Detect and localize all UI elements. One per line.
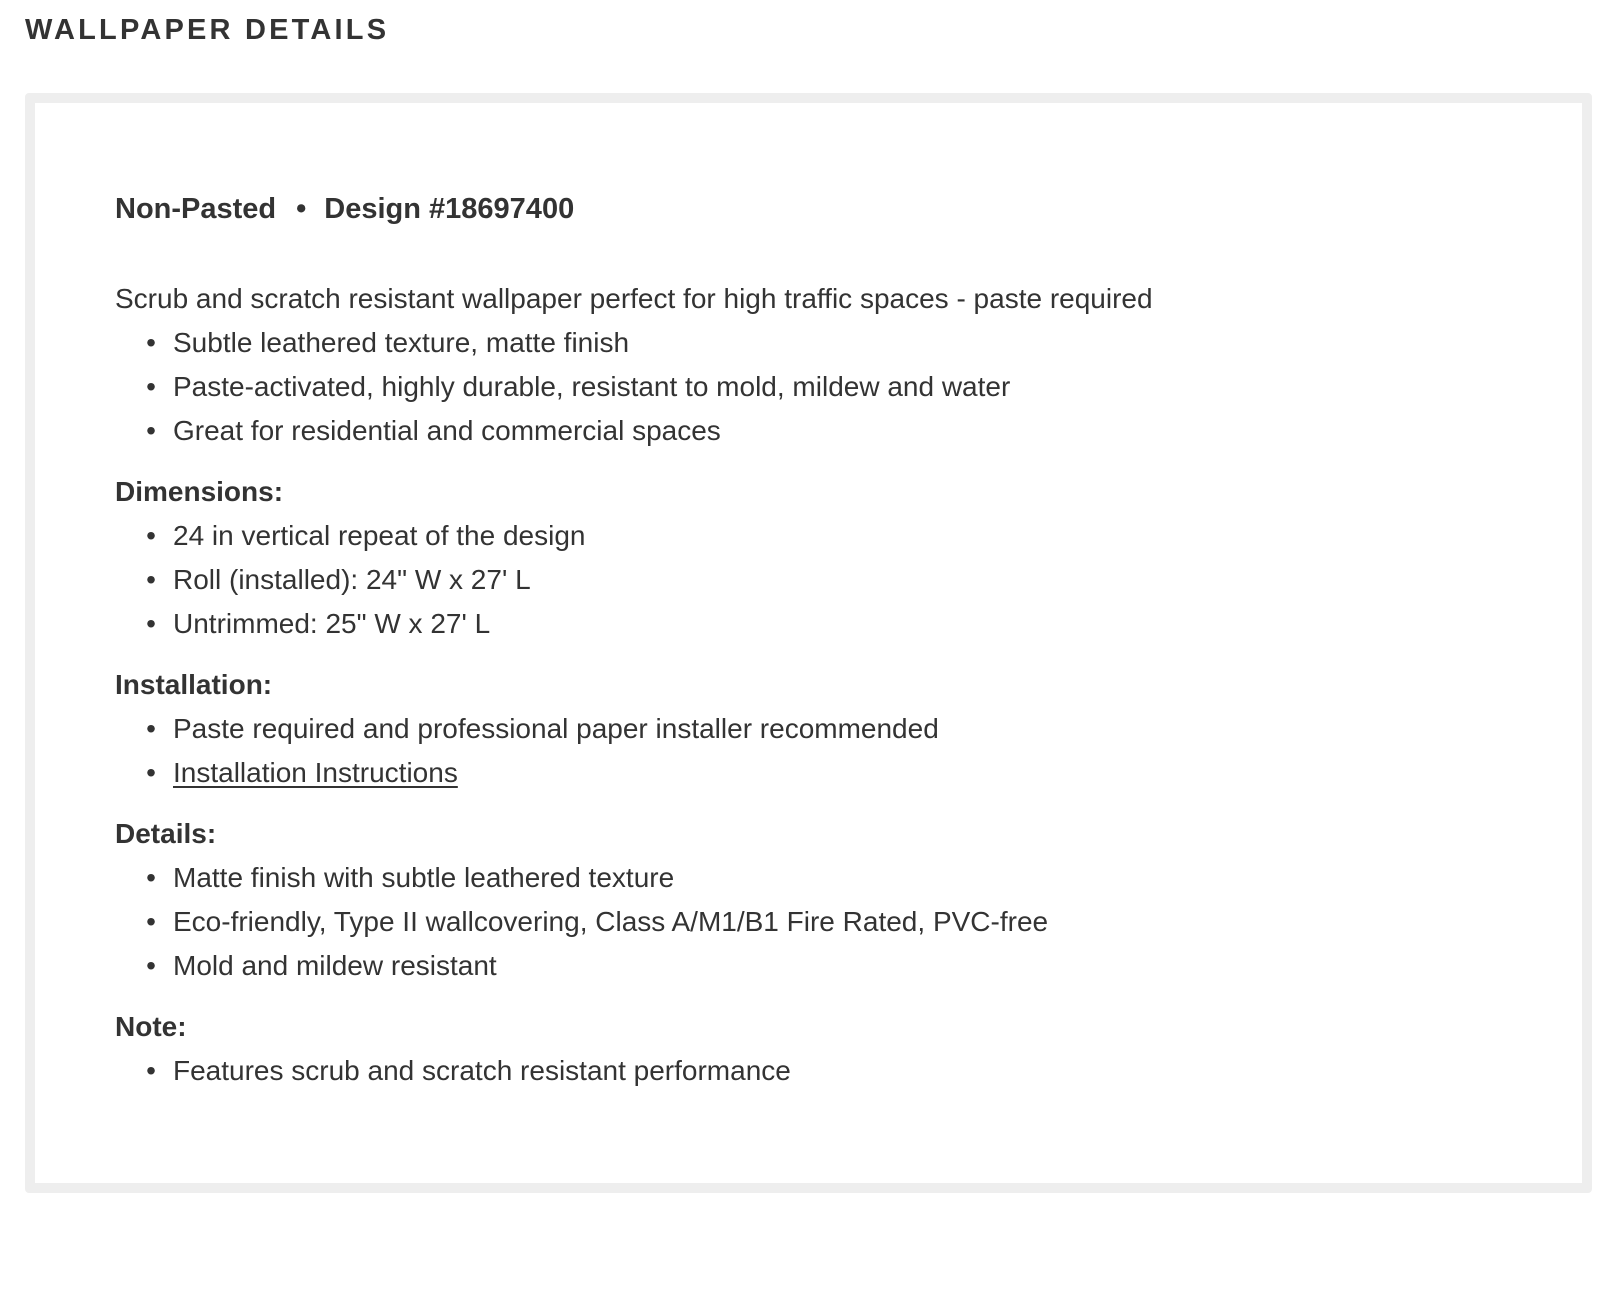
- bullet-icon: •: [146, 906, 156, 937]
- note-list: [115, 1049, 1542, 1093]
- list-item: • Eco-friendly, Type II wallcovering, Class A/M1/B1 Fire Rated, PVC-free: [115, 900, 1542, 944]
- list-item: • Roll (installed): 24" W x 27' L: [115, 558, 1542, 602]
- bullet-icon: •: [146, 371, 156, 402]
- bullet-icon: •: [146, 415, 156, 446]
- panel-content: [115, 191, 1542, 1110]
- list-item: • Features scrub and scratch resistant performance: [115, 1049, 1542, 1093]
- list-item: • Great for residential and commercial spaces: [115, 409, 1542, 453]
- bullet-icon: •: [146, 862, 156, 893]
- details-list: [115, 856, 1542, 988]
- bullet-icon: •: [146, 950, 156, 981]
- list-item: [115, 751, 1542, 795]
- details-heading: Details:: [115, 818, 217, 849]
- bullet-icon: •: [146, 520, 156, 551]
- installation-instructions-link[interactable]: Installation Instructions: [173, 757, 458, 788]
- bullet-icon: •: [146, 608, 156, 639]
- bullet-icon: •: [146, 1055, 156, 1086]
- section-title: WALLPAPER DETAILS: [25, 14, 390, 46]
- features-list: [115, 321, 1542, 453]
- wallpaper-details-panel: [25, 93, 1592, 1193]
- product-description: Scrub and scratch resistant wallpaper perfect for high traffic spaces - paste required: [115, 283, 1153, 314]
- dimensions-heading: Dimensions:: [115, 476, 284, 507]
- list-item: • 24 in vertical repeat of the design: [115, 514, 1542, 558]
- product-meta-line: [115, 191, 1542, 227]
- list-item: • Subtle leathered texture, matte finish: [115, 321, 1542, 365]
- meta-separator: •: [296, 193, 307, 225]
- bullet-icon: •: [146, 713, 156, 744]
- installation-heading: Installation:: [115, 669, 273, 700]
- list-item: • Mold and mildew resistant: [115, 944, 1542, 988]
- bullet-icon: •: [146, 564, 156, 595]
- installation-list: [115, 707, 1542, 795]
- bullet-icon: •: [146, 327, 156, 358]
- list-item: • Paste required and professional paper installer recommended: [115, 707, 1542, 751]
- bullet-icon: •: [146, 757, 156, 788]
- dimensions-list: [115, 514, 1542, 646]
- design-number: Design #18697400: [324, 193, 575, 225]
- list-item: • Paste-activated, highly durable, resistant to mold, mildew and water: [115, 365, 1542, 409]
- paste-type: Non-Pasted: [115, 193, 277, 225]
- list-item: • Matte finish with subtle leathered texture: [115, 856, 1542, 900]
- note-heading: Note:: [115, 1011, 187, 1042]
- list-item: • Untrimmed: 25" W x 27' L: [115, 602, 1542, 646]
